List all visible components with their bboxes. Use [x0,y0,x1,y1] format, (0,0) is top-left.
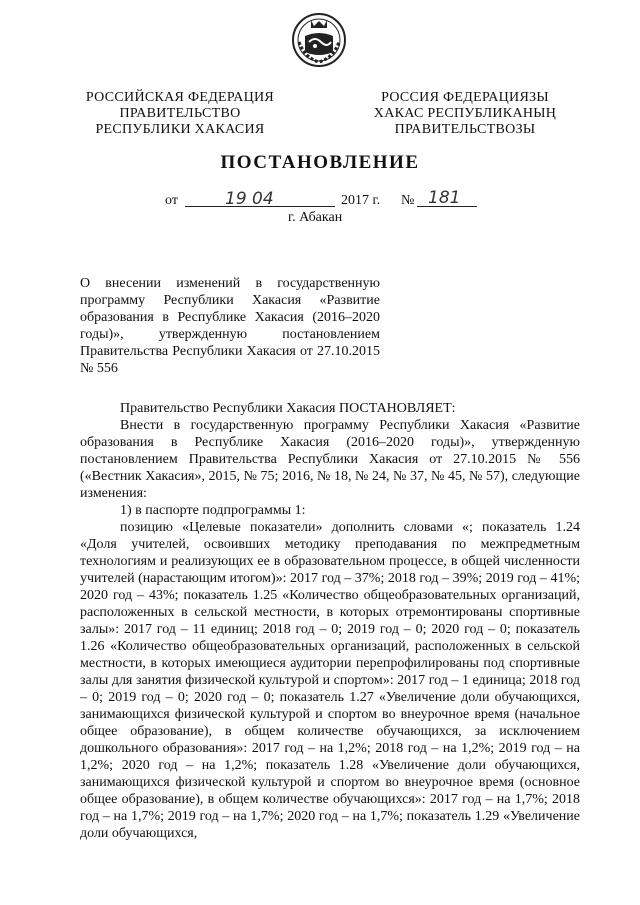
body-paragraph-4: позицию «Целевые показатели» дополнить словами «; показатель 1.24 «Доля учителей, освоивших методику преподавания по межпредметным технологиям и реализующих ее в образовательном процессе, в общей численности учителей (нарастающим итогом)»: 2017 год – 37%; 2018 год – 39%; 2019 год – 41%; 2020 год – 43%; показатель 1.25 «Количество общеобразовательных организаций, расположенных в сельской местности, в которых отремонтированы спортивные залы»: 2017 год – 11 единиц; 2018 год – 0; 2019 год – 0; 2020 год – 0; показатель 1.26 «Количество общеобразовательных организаций, расположенных в сельской местности, в которых имеющиеся аудитории перепрофилированы под спортивные залы для занятия физической культурой и спортом»: 2017 год – 1 единица; 2018 год – 0; 2019 год – 0; 2020 год – 0; показатель 1.27 «Увеличение доли обучающихся, занимающихся физической культурой и спортом во внеурочное время (начальное общее образование), в общем количестве обучающихся, за исключением дошкольного образования»: 2017 год – на 1,2%; 2018 год – на 1,2%; 2019 год – на 1,2%; 2020 год – на 1,2%; показатель 1.28 «Увеличение доли обучающихся, занимающихся физической культурой и спортом во внеурочное время (основное общее образование), в общем количестве обучающихся»: 2017 год – на 1,7%; 2018 год – на 1,7%; 2019 год – на 1,7%; 2020 год – на 1,7%; показатель 1.29 «Увеличение доли обучающихся, [80,520,580,841]
header-right-line-3: ПРАВИТЕЛЬСТВОЗЫ [394,122,536,137]
document-title: ПОСТАНОВЛЕНИЕ [220,152,420,173]
document-body [80,400,580,842]
document-subject: О внесении изменений в государственную программу Республики Хакасия «Развитие образования в Республике Хакасия (2016–2020 годы)», утвержденную постановлением Правительства Республики Хакасия от 27.10.2015 № 556 [80,276,380,376]
header-left-line-2: ПРАВИТЕЛЬСТВО [119,106,241,121]
handwritten-number: 181 [428,188,461,208]
header-right-line-1: РОССИЯ ФЕДЕРАЦИЯЗЫ [381,90,549,105]
city: г. Абакан [288,210,343,225]
body-paragraph-3: 1) в паспорте подпрограммы 1: [120,503,306,518]
header-left-line-3: РЕСПУБЛИКИ ХАКАСИЯ [95,122,265,137]
header-left [80,90,280,138]
header-left-line-1: РОССИЙСКАЯ ФЕДЕРАЦИЯ [85,90,275,105]
body-paragraph-2: Внести в государственную программу Республики Хакасия «Развитие образования в Республике Хакасия (2016–2020 годы)», утвержденную постановлением Правительства Республики Хакасия от 27.10.2015 № 556 («Вестник Хакасия», 2015, № 75; 2016, № 18, № 24, № 37, № 45, № 57), следующие изменения: [80,418,580,501]
body-paragraph-1: Правительство Республики Хакасия ПОСТАНОВЛЯЕТ: [120,401,456,416]
handwritten-date: 19 04 [225,189,274,209]
date-prefix: от [165,193,178,208]
number-label: № [401,193,415,208]
header-right-line-2: ХАКАС РЕСПУБЛИКАНЫҢ [373,106,557,121]
header-right [360,90,570,138]
date-year: 2017 г. [341,193,381,208]
date-line [165,189,485,211]
coat-of-arms-emblem [291,12,347,68]
